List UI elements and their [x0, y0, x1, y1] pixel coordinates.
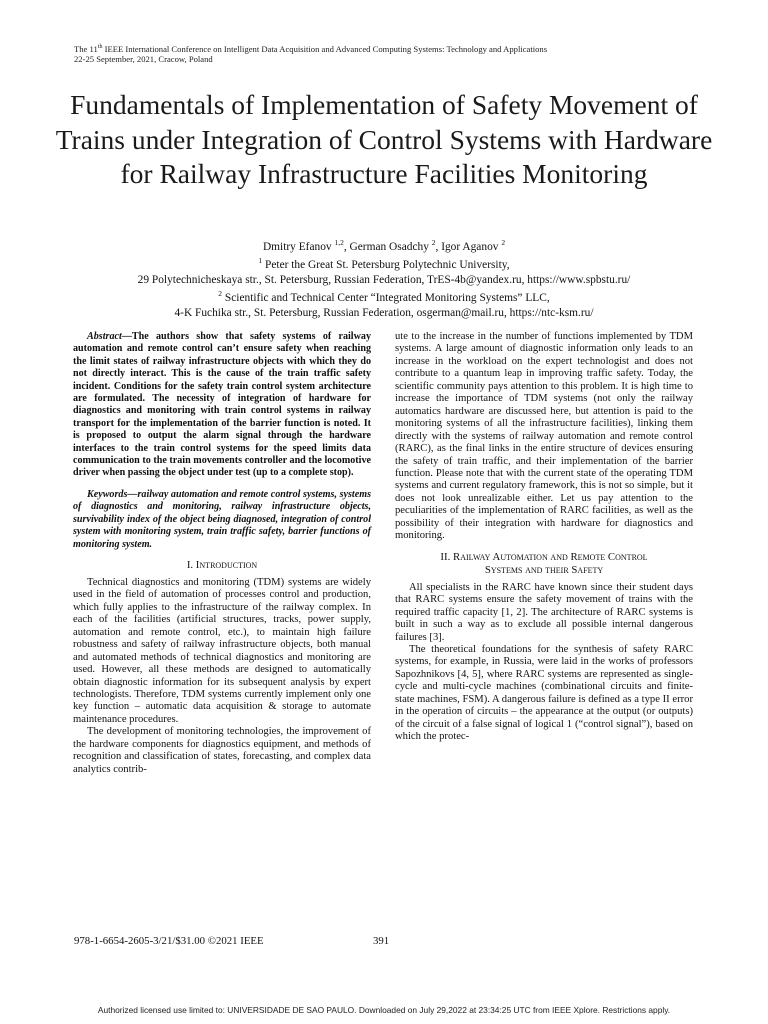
keywords: Keywords—railway automation and remote control systems, systems of diagnostics and monitoring, railway infrastructure objects, survivability index of the object being diagnosed, integration of control system with monitoring system, train traffic safety, barrier functions of monitoring system. — [73, 488, 371, 550]
author-names: Dmitry Efanov $^{1,2}$, German Osadchy $^2$, Igor Aganov $^2$ — [262, 238, 506, 253]
right-column — [395, 331, 693, 744]
isbn-footer: 978-1-6654-2605-3/21/$31.00 ©2021 IEEE — [74, 935, 264, 947]
section-heading-introduction: I. Introduction — [186, 558, 258, 571]
page-number: 391 — [373, 935, 390, 947]
license-notice: Authorized licensed use limited to: UNIVERSIDADE DE SAO PAULO. Downloaded on July 29,2022 at 23:34:25 UTC from IEEE Xplore. Restrictions apply. — [97, 1005, 671, 1015]
intro-paragraph-2-continued: ute to the increase in the number of functions implemented by TDM systems. A large amount of diagnostic information only leads to an increase in the workload on the expert technologist and does not contribute to a quantum leap in improving traffic safety. Today, the scientific community pays attention to this problem. It is high time to increase the importance of TDM systems (not only the railway automatics hardware are discussed here, but attention is paid to the monitoring systems of all the infrastructure facilities), linking them directly with the systems of railway automation and remote control (RARC), as the final links in the entire structure of devices ensuring the safety of train traffic, and their implementation of the barrier function. Please note that with the current state of the operating TDM systems and current regulatory framework, this is not so simple, but it does not look unrealizable either. Let us pay attention to the peculiarities of the implementation of RARC facilities, as well as the possibility of their integration with hardware for diagnostics and monitoring. — [395, 331, 693, 542]
paper-title: Fundamentals of Implementation of Safety Movement of Trains under Integration of Control Systems with Hardware for Railway Infrastructure Facilities Monitoring — [55, 89, 713, 189]
intro-paragraph-2-part: The development of monitoring technologies, the improvement of the hardware components for diagnostics equipment, and methods of recognition and classification of states, forecasting, and complex data analytics contrib- — [73, 726, 371, 775]
affiliation-2-address: 4-K Fuchika str., St. Petersburg, Russian Federation, osgerman@mail.ru, https://ntc-ksm.ru/ — [174, 306, 594, 319]
conference-line-2: 22-25 September, 2021, Cracow, Poland — [74, 53, 213, 64]
rarc-paragraph-1: All specialists in the RARC have known since their student days that RARC systems ensure the safety movement of trains with the required traffic capacity [1, 2]. The architecture of RARC systems is built in such a way as to exclude all possible internal dangerous failures [3]. — [395, 581, 693, 643]
abstract: Abstract—The authors show that safety systems of railway automation and remote control can’t ensure safety when reaching the limit states of railway infrastructure objects with which they do not directly interact. This is the cause of the train traffic safety incident. Conditions for the safety train control system architecture are formulated. The necessity of integration of hardware for diagnostics and monitoring with train control systems in railway transport for the implementation of the barrier function is noted. It is proposed to output the alarm signal through the hardware interfaces to the train control systems for the speed limits data communication to the train movements controller and the locomotive driver when passing the object under test (up to a complete stop). — [73, 331, 371, 479]
conference-line-1: The 11th IEEE International Conference on Intelligent Data Acquisition and Advanced Computing Systems: Technology and Applications — [74, 43, 548, 54]
affiliation-2: $^2$ Scientific and Technical Center “Integrated Monitoring Systems” LLC, — [218, 289, 550, 305]
rarc-paragraph-2: The theoretical foundations for the synthesis of safety RARC systems, for example, in Russia, were laid in the works of professors Sapozhnikovs [4, 5], where RARC systems are represented as single-cycle and multi-cycle machines (combinational circuits and finite-state machines, FSM). A dangerous failure is defined as a type II error in the operation of circuits – the appearance at the output (or outputs) of the circuit of a false signal of logical 1 (“control signal”), based on which the protec- — [395, 643, 693, 743]
intro-paragraph-1: Technical diagnostics and monitoring (TDM) systems are widely used in the field of automation of processes control and production, which fully applies to the infrastructure of the railway complex. In each of the facilities (artificial structures, tracks, power supply, automation and remote control, etc.), to maintain high failure robustness and safety of railway infrastructure objects, both manual and automated methods of technical diagnostics and monitoring are used. However, all these methods are designed to automatically obtain diagnostic information for its subsequent analysis by expert technologists. Therefore, TDM systems currently implement only one key function – automatic data acquisition & storage to automate maintenance procedures. — [73, 576, 371, 725]
author-block — [40, 236, 728, 320]
affiliation-1: $^1$ Peter the Great St. Petersburg Polytechnic University, — [258, 256, 510, 272]
left-column — [73, 331, 371, 776]
conference-header — [74, 42, 714, 64]
affiliation-1-address: 29 Polytechnicheskaya str., St. Petersburg, Russian Federation, TrES-4b@yandex.ru, https://www.spbstu.ru/ — [137, 273, 631, 286]
section-heading-rarc: II. Railway Automation and Remote Control Systems and their Safety — [440, 550, 648, 576]
